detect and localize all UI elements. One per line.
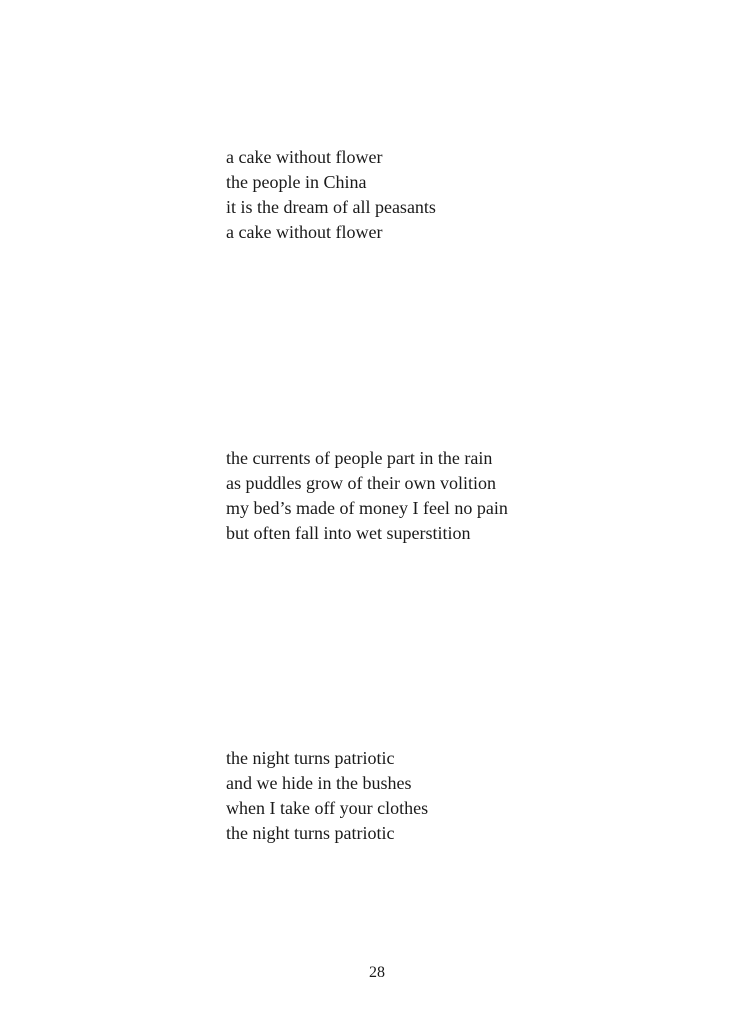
poem-line: the currents of people part in the rain: [226, 448, 493, 468]
poem-stanza-3: [226, 746, 428, 846]
poem-line: a cake without flower: [226, 222, 383, 242]
page-number: 28: [369, 964, 385, 981]
poem-line: it is the dream of all peasants: [226, 197, 436, 217]
poem-line: the night turns patriotic: [226, 823, 395, 843]
poem-line: when I take off your clothes: [226, 798, 429, 818]
poem-line: the night turns patriotic: [226, 748, 395, 768]
poem-line: but often fall into wet superstition: [226, 523, 471, 543]
poem-stanza-2: [226, 446, 508, 546]
poem-line: and we hide in the bushes: [226, 773, 412, 793]
poem-line: as puddles grow of their own volition: [226, 473, 496, 493]
poem-stanza-1: [226, 145, 436, 245]
poem-line: the people in China: [226, 172, 367, 192]
poem-line: my bed’s made of money I feel no pain: [226, 498, 508, 518]
poem-line: a cake without flower: [226, 147, 383, 167]
